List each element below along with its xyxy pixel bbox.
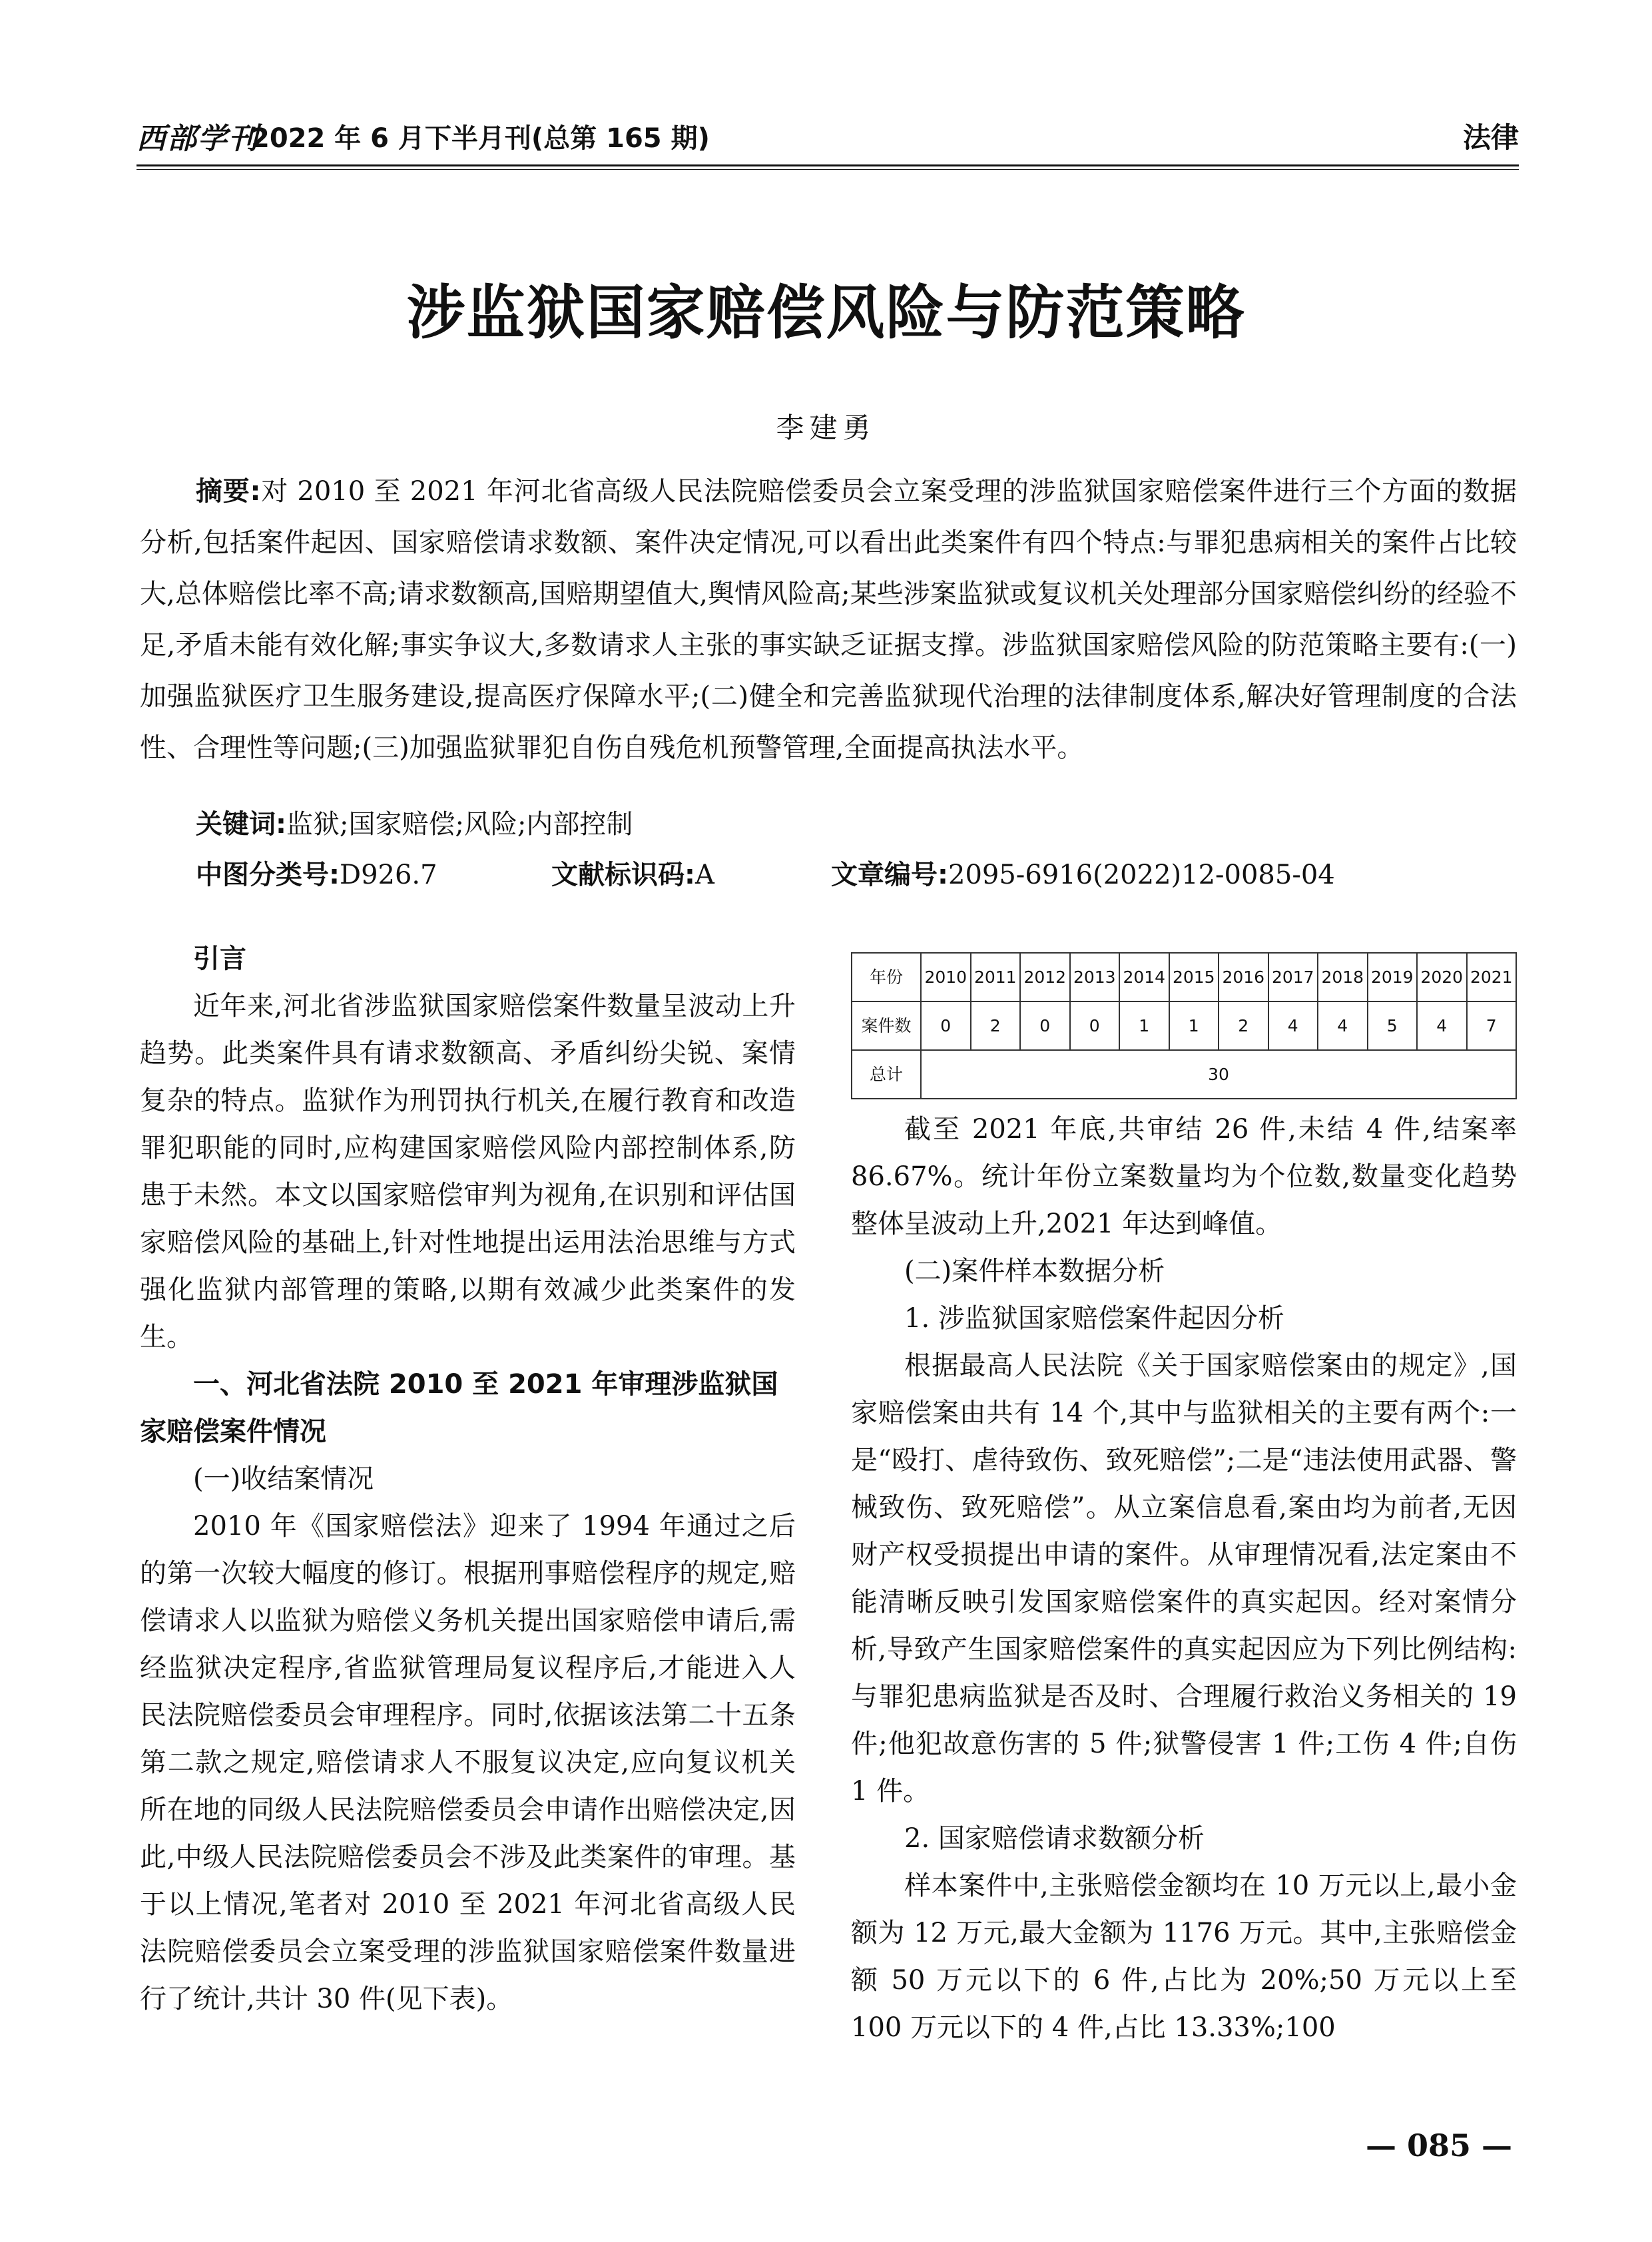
right-column bbox=[851, 938, 1517, 2052]
article-number bbox=[831, 854, 1335, 892]
table-row bbox=[852, 953, 1516, 1001]
keywords bbox=[196, 803, 633, 841]
table-cell: 5 bbox=[1368, 1001, 1418, 1050]
art-value: 2095-6916(2022)12-0085-04 bbox=[948, 860, 1335, 890]
doc-label: 文献标识码: bbox=[551, 860, 695, 890]
body-paragraph: 截至 2021 年底,共审结 26 件,未结 4 件,结案率 86.67%。统计年份立案数量均为个位数,数量变化趋势整体呈波动上升,2021 年达到峰值。 bbox=[851, 1114, 1517, 1239]
header-rule-thin bbox=[137, 169, 1519, 170]
table-cell: 2015 bbox=[1169, 953, 1219, 1001]
table-cell: 4 bbox=[1318, 1001, 1368, 1050]
journal-name: 西部学刊 bbox=[137, 122, 259, 156]
body-paragraph: 根据最高人民法院《关于国家赔偿案由的规定》,国家赔偿案由共有 14 个,其中与监狱相关的主要有两个:一是“殴打、虐待致伤、致死赔偿”;二是“违法使用武器、警械致伤、致死赔偿”。从立案信息看,案由均为前者,无因财产权受损提出申请的案件。从审理情况看,法定案由不能清晰反映引发国家赔偿案件的真实起因。经对案情分析,导致产生国家赔偿案件的真实起因应为下列比例结构:与罪犯患病监狱是否及时、合理履行救治义务相关的 19 件;他犯故意伤害的 5 件;狱警侵害 1 件;工伤 4 件;自伤 1 件。 bbox=[851, 1350, 1517, 1807]
header-rule bbox=[137, 164, 1519, 166]
keywords-label: 关键词: bbox=[196, 809, 286, 840]
body-paragraph: 2010 年《国家赔偿法》迎来了 1994 年通过之后的第一次较大幅度的修订。根据刑事赔偿程序的规定,赔偿请求人以监狱为赔偿义务机关提出国家赔偿申请后,需经监狱决定程序,省监狱管理局复议程序后,才能进入人民法院赔偿委员会审理程序。同时,依据该法第二十五条第二款之规定,赔偿请求人不服复议决定,应向复议机关所在地的同级人民法院赔偿委员会申请作出赔偿决定,因此,中级人民法院赔偿委员会不涉及此类案件的审理。基于以上情况,笔者对 2010 至 2021 年河北省高级人民法院赔偿委员会立案受理的涉监狱国家赔偿案件数量进行了统计,共计 30 件(见下表)。 bbox=[140, 1511, 796, 2014]
doc-value: A bbox=[695, 860, 714, 890]
body-paragraph: 样本案件中,主张赔偿金额均在 10 万元以上,最小金额为 12 万元,最大金额为 1176 万元。其中,主张赔偿金额 50 万元以下的 6 件,占比为 20%;50 万元以上至 100 万元以下的 4 件,占比 13.33%;100 bbox=[851, 1870, 1517, 2043]
table-cell: 0 bbox=[1020, 1001, 1070, 1050]
table-cell: 2020 bbox=[1417, 953, 1467, 1001]
art-label: 文章编号: bbox=[831, 860, 948, 890]
clc-label: 中图分类号: bbox=[196, 860, 340, 890]
table-row-label: 总计 bbox=[852, 1050, 921, 1099]
table-row bbox=[852, 1001, 1516, 1050]
table-cell: 1 bbox=[1169, 1001, 1219, 1050]
running-header bbox=[137, 115, 1519, 161]
table-cell: 2 bbox=[971, 1001, 1021, 1050]
intro-heading: 引言 bbox=[193, 944, 246, 974]
keywords-text: 监狱;国家赔偿;风险;内部控制 bbox=[286, 809, 633, 840]
table-cell: 2017 bbox=[1268, 953, 1318, 1001]
table-cell: 1 bbox=[1119, 1001, 1169, 1050]
table-row bbox=[852, 1050, 1516, 1099]
clc-value: D926.7 bbox=[340, 860, 437, 890]
table-cell: 2011 bbox=[971, 953, 1021, 1001]
intro-paragraph: 近年来,河北省涉监狱国家赔偿案件数量呈波动上升趋势。此类案件具有请求数额高、矛盾纠纷尖锐、案情复杂的特点。监狱作为刑罚执行机关,在履行教育和改造罪犯职能的同时,应构建国家赔偿风险内部控制体系,防患于未然。本文以国家赔偿审判为视角,在识别和评估国家赔偿风险的基础上,针对性地提出运用法治思维与方式强化监狱内部管理的策略,以期有效减少此类案件的发生。 bbox=[140, 991, 796, 1352]
cases-table bbox=[851, 952, 1517, 1099]
section-heading: 一、河北省法院 2010 至 2021 年审理涉监狱国家赔偿案件情况 bbox=[140, 1369, 778, 1447]
table-cell: 0 bbox=[1070, 1001, 1120, 1050]
document-code bbox=[551, 854, 714, 892]
table-cell: 2018 bbox=[1318, 953, 1368, 1001]
table-cell: 4 bbox=[1268, 1001, 1318, 1050]
abstract-text: 对 2010 至 2021 年河北省高级人民法院赔偿委员会立案受理的涉监狱国家赔偿案件进行三个方面的数据分析,包括案件起因、国家赔偿请求数额、案件决定情况,可以看出此类案件有四个特点:与罪犯患病相关的案件占比较大,总体赔偿比率不高;请求数额高,国赔期望值大,舆情风险高;某些涉案监狱或复议机关处理部分国家赔偿纠纷的经验不足,矛盾未能有效化解;事实争议大,多数请求人主张的事实缺乏证据支撑。涉监狱国家赔偿风险的防范策略主要有:(一)加强监狱医疗卫生服务建设,提高医疗保障水平;(二)健全和完善监狱现代治理的法律制度体系,解决好管理制度的合法性、合理性等问题;(三)加强监狱罪犯自伤自残危机预警管理,全面提高执法水平。 bbox=[140, 476, 1517, 763]
table-cell: 2010 bbox=[921, 953, 971, 1001]
table-cell: 2014 bbox=[1119, 953, 1169, 1001]
table-cell: 7 bbox=[1467, 1001, 1517, 1050]
left-column bbox=[140, 936, 796, 2023]
table-cell: 2012 bbox=[1020, 953, 1070, 1001]
item-heading: 1. 涉监狱国家赔偿案件起因分析 bbox=[904, 1303, 1284, 1334]
table-row-label: 年份 bbox=[852, 953, 921, 1001]
page-number: — 085 — bbox=[1365, 2127, 1512, 2163]
section-label: 法律 bbox=[1462, 121, 1519, 154]
table-cell: 2019 bbox=[1368, 953, 1418, 1001]
table-cell: 4 bbox=[1417, 1001, 1467, 1050]
article-author: 李建勇 bbox=[776, 412, 876, 444]
issue-info: 2022 年 6 月下半月刊(总第 165 期) bbox=[251, 123, 710, 154]
table-cell: 2 bbox=[1219, 1001, 1268, 1050]
item-heading: 2. 国家赔偿请求数额分析 bbox=[904, 1823, 1205, 1854]
table-cell: 0 bbox=[921, 1001, 971, 1050]
article-title: 涉监狱国家赔偿风险与防范策略 bbox=[406, 278, 1246, 347]
table-cell: 2016 bbox=[1219, 953, 1268, 1001]
subsection-heading: (二)案件样本数据分析 bbox=[904, 1256, 1165, 1286]
abstract bbox=[140, 466, 1517, 774]
abstract-label: 摘要: bbox=[196, 476, 261, 507]
subsection-heading: (一)收结案情况 bbox=[193, 1464, 374, 1494]
clc-number bbox=[196, 854, 437, 892]
table-row-label: 案件数 bbox=[852, 1001, 921, 1050]
table-cell: 2021 bbox=[1467, 953, 1517, 1001]
table-cell: 2013 bbox=[1070, 953, 1120, 1001]
table-total: 30 bbox=[921, 1050, 1516, 1099]
